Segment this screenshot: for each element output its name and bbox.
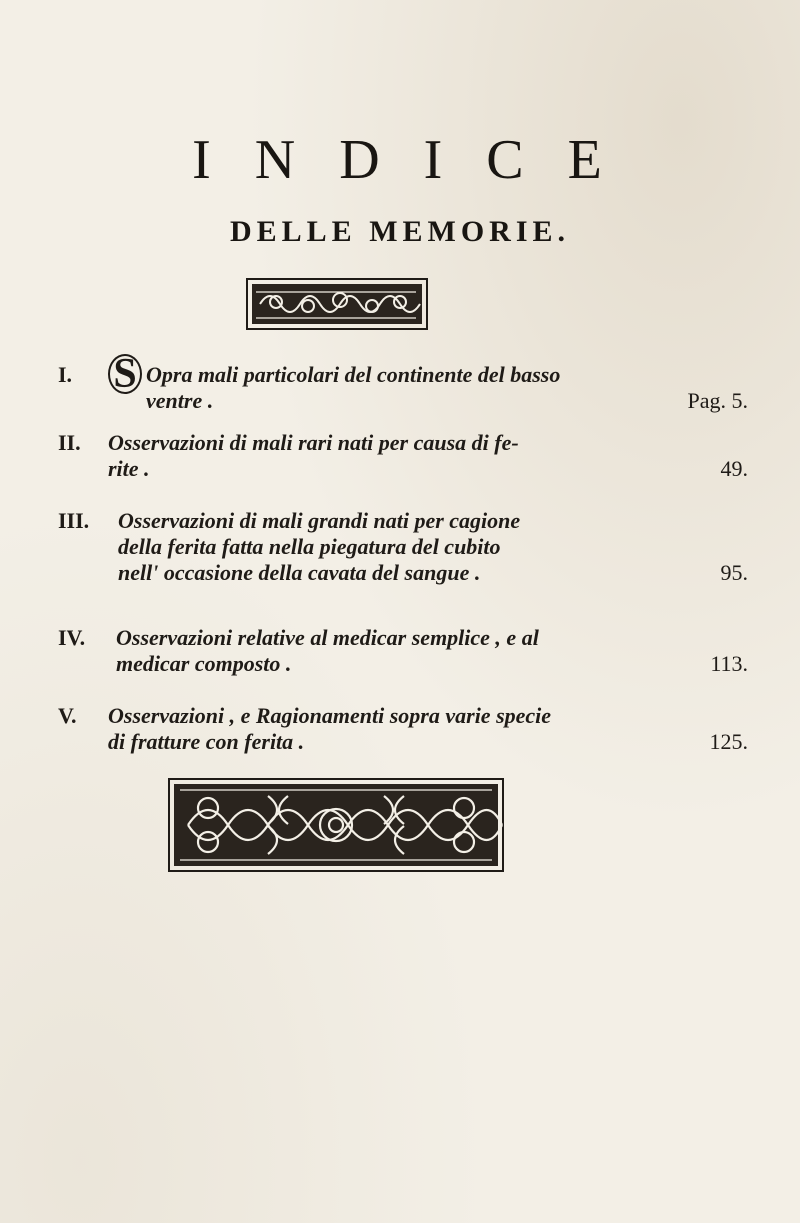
entry-page-number: 95. — [720, 560, 748, 585]
entry-text-line: Opra mali particolari del continente del basso — [146, 362, 561, 387]
entry-page-number: Pag. 5. — [687, 388, 748, 413]
top-ornament — [246, 278, 428, 330]
index-entry-3[interactable] — [58, 508, 748, 586]
dropcap-letter: S — [108, 354, 142, 394]
entry-numeral: II. — [58, 430, 81, 455]
entry-text-line: ventre . — [146, 388, 214, 413]
index-entry-5[interactable] — [58, 703, 748, 755]
entry-numeral: V. — [58, 703, 77, 728]
entry-text-line: Osservazioni relative al medicar semplice , e al — [116, 625, 539, 650]
page-title: INDICE — [192, 129, 646, 191]
entry-text-line: della ferita fatta nella piegatura del cubito — [118, 534, 501, 559]
page-subtitle: DELLE MEMORIE. — [229, 215, 571, 248]
entry-page-number: 125. — [709, 729, 748, 754]
entry-text-line: nell' occasione della cavata del sangue . — [118, 560, 481, 585]
entry-numeral: IV. — [58, 625, 86, 650]
index-entry-4[interactable] — [58, 625, 748, 677]
entry-text-line: medicar composto . — [116, 651, 292, 676]
entry-numeral: I. — [58, 362, 73, 387]
bottom-ornament — [168, 778, 504, 872]
entry-numeral: III. — [58, 508, 90, 533]
entry-text-line: Osservazioni di mali grandi nati per cagione — [118, 508, 521, 533]
entry-page-number: 113. — [710, 651, 748, 676]
entry-text-line: di fratture con ferita . — [108, 729, 305, 754]
entry-text-line: Osservazioni di mali rari nati per causa di fe- — [108, 430, 519, 455]
entry-text-line: rite . — [108, 456, 150, 481]
index-entry-1[interactable] — [58, 351, 748, 414]
index-entry-2[interactable] — [58, 430, 748, 482]
entry-text-line: Osservazioni , e Ragionamenti sopra varie specie — [108, 703, 552, 728]
entry-page-number: 49. — [720, 456, 748, 481]
